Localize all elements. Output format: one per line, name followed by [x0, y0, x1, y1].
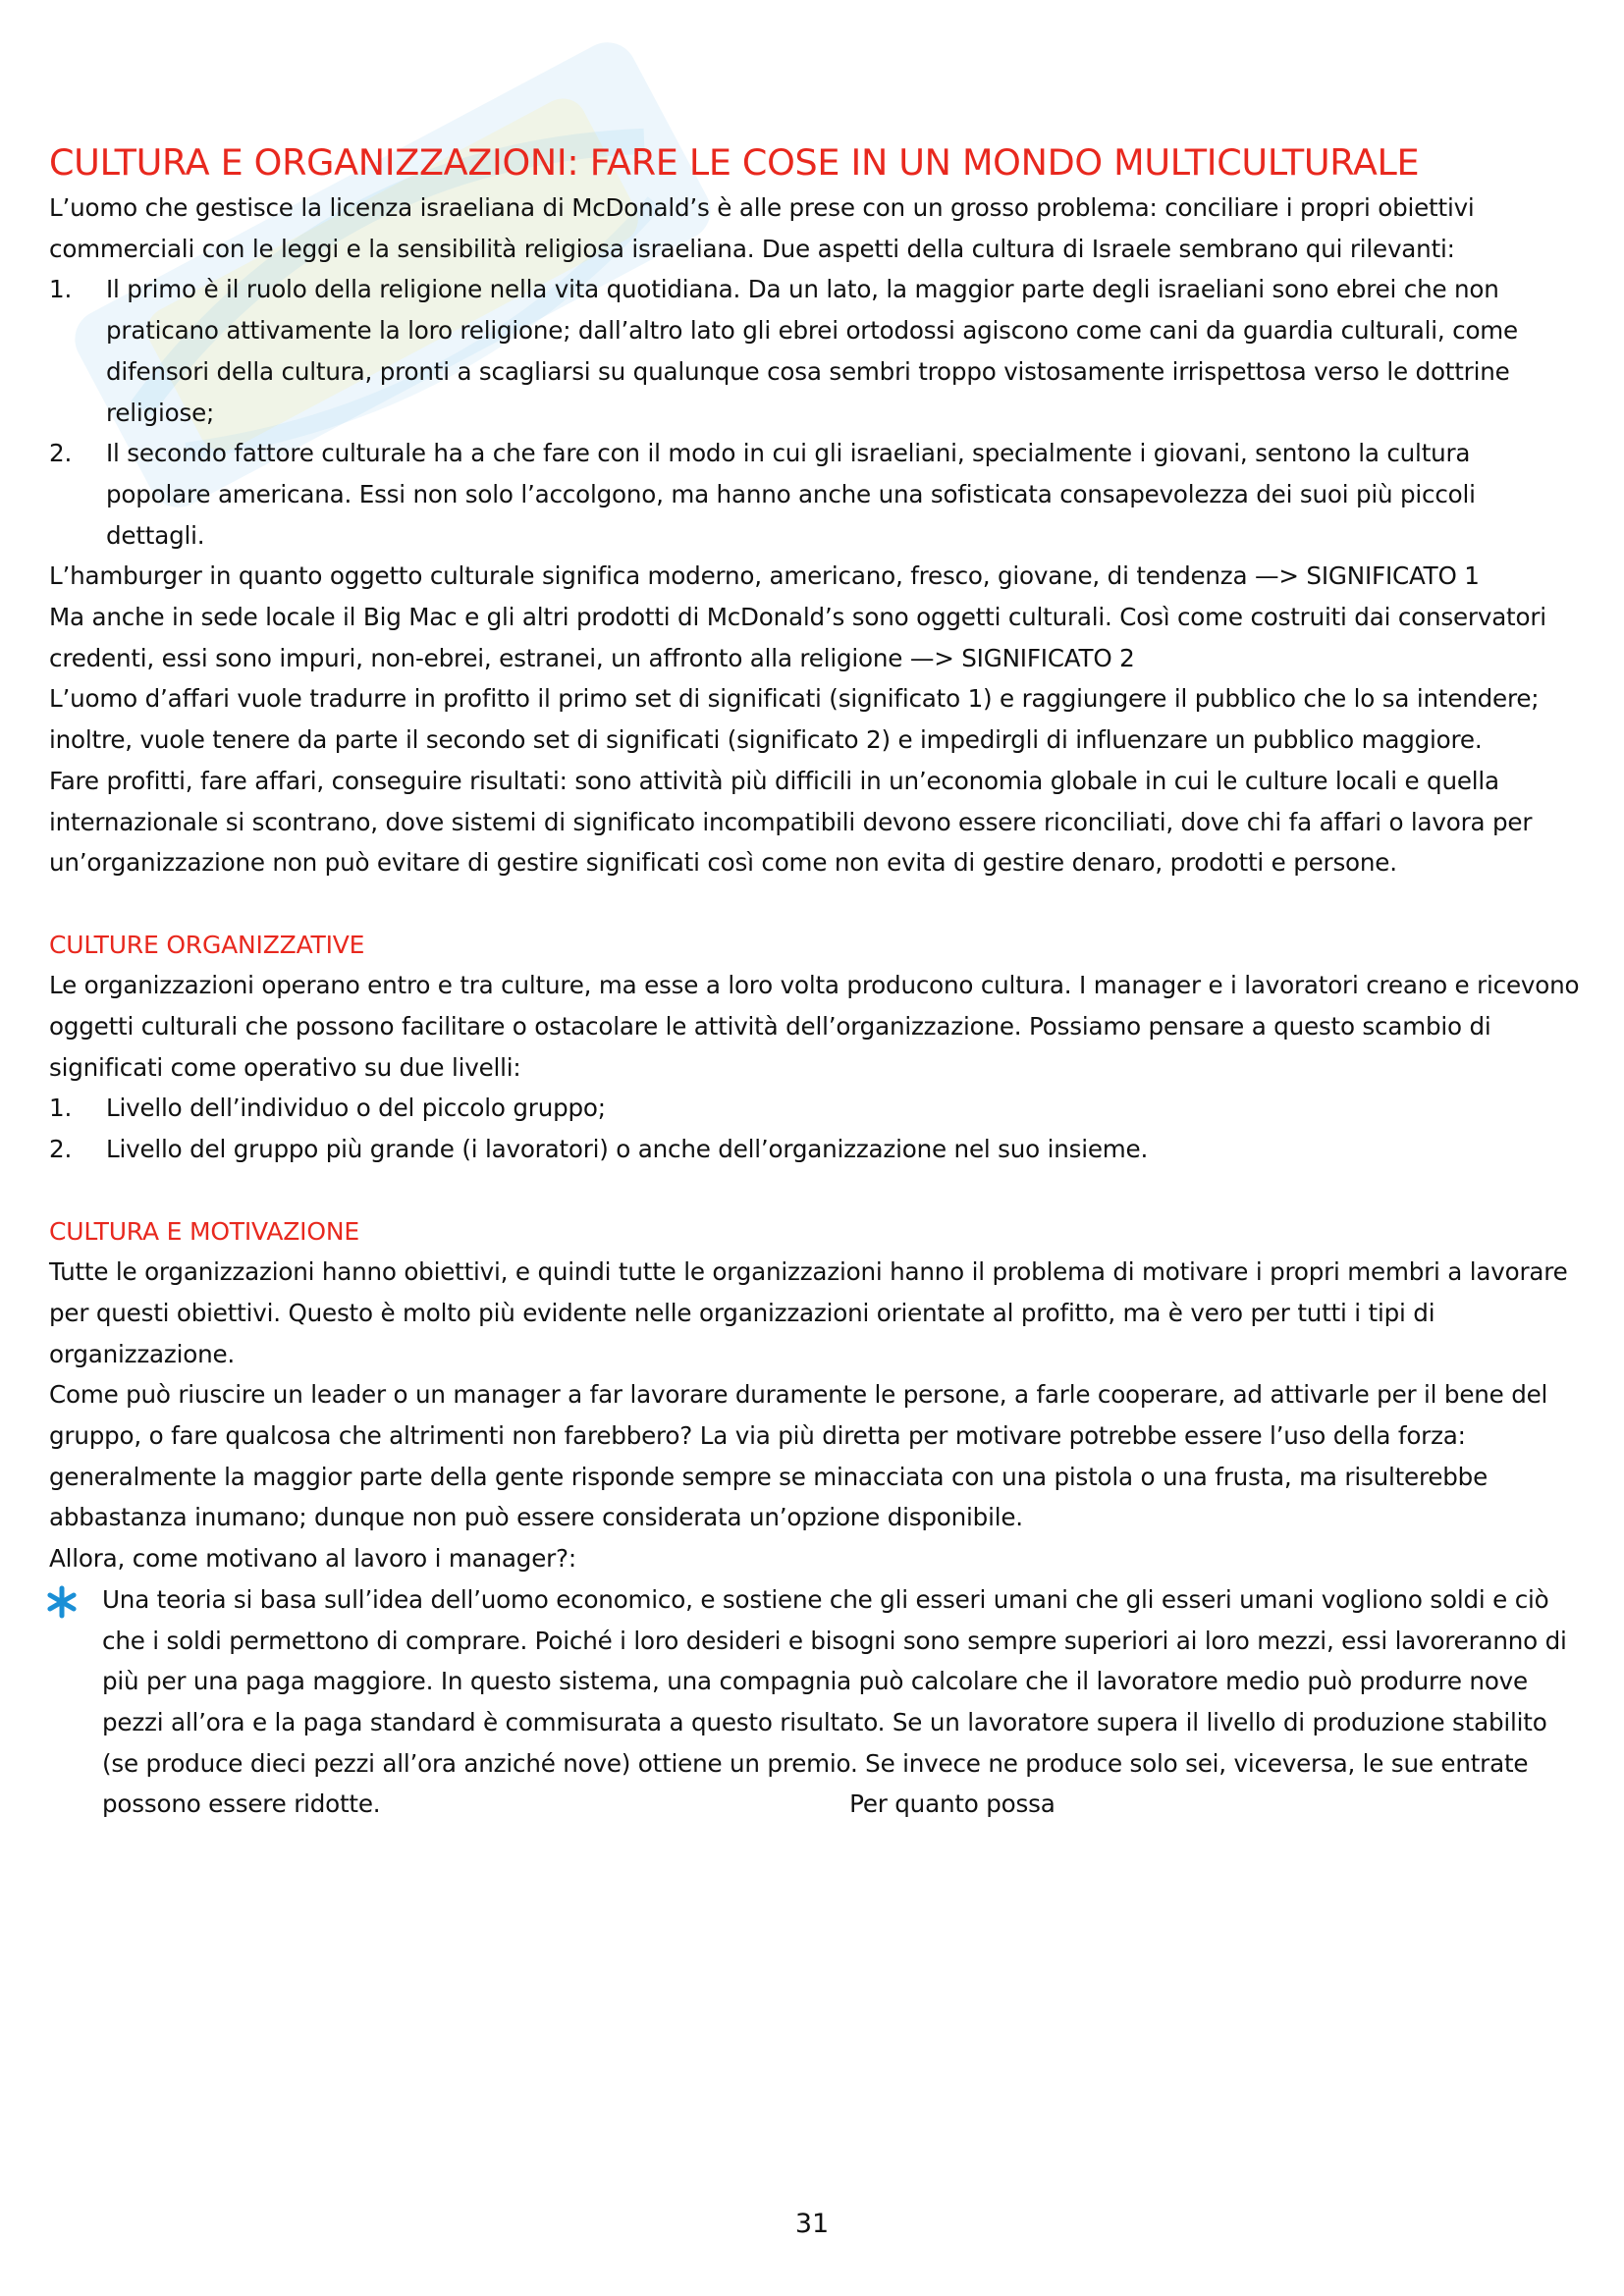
continuation-label: Per quanto possa: [849, 1789, 1056, 1819]
continuation-text: [849, 1784, 1056, 1825]
paragraph: L’hamburger in quanto oggetto culturale significa moderno, americano, fresco, giovane, di tendenza —> SIGNIFICATO 1: [49, 561, 1480, 591]
paragraph: Ma anche in sede locale il Big Mac e gli altri prodotti di McDonald’s sono oggetti culturali. Così come costruiti dai conservatori credenti, essi sono impuri, non-ebrei, estranei, un affronto alla religione —> SIGNIFICATO 2: [49, 603, 1546, 672]
bullet-text: [102, 1579, 1581, 1825]
list-item: [49, 1088, 1581, 1129]
paragraph: Allora, come motivano al lavoro i manager?:: [49, 1544, 576, 1574]
list-text: Livello dell’individuo o del piccolo gruppo;: [106, 1094, 606, 1123]
list-number: 2.: [49, 1135, 73, 1164]
intro-list: [49, 269, 1581, 556]
section-heading-cultura-motivazione: CULTURA E MOTIVAZIONE: [49, 1216, 359, 1246]
paragraph: Fare profitti, fare affari, conseguire risultati: sono attività più difficili in un’economia globale in cui le culture locali e quella internazionale si scontrano, dove sistemi di significato incompatibili devono essere riconciliati, dove chi fa affari o lavora per un’organizzazione non può evitare di gestire significati così come non evita di gestire denaro, prodotti e persone.: [49, 766, 1533, 878]
section-heading-culture-organizzative: CULTURE ORGANIZZATIVE: [49, 930, 365, 959]
levels-list: [49, 1088, 1581, 1169]
list-text: Il primo è il ruolo della religione nella vita quotidiana. Da un lato, la maggior parte degli israeliani sono ebrei che non praticano attivamente la loro religione; dall’altro lato gli ebrei ortodossi agiscono come cani da guardia culturali, come difensori della cultura, pronti a scagliarsi su qualunque cosa sembri troppo vistosamente irrispettosa verso le dottrine religiose;: [106, 275, 1518, 427]
list-item: [49, 433, 1581, 556]
paragraph: Tutte le organizzazioni hanno obiettivi, e quindi tutte le organizzazioni hanno il problema di motivare i propri membri a lavorare per questi obiettivi. Questo è molto più evidente nelle organizzazioni orientate al profitto, ma è vero per tutti i tipi di organizzazione.: [49, 1257, 1568, 1368]
bullet-body: Una teoria si basa sull’idea dell’uomo economico, e sostiene che gli esseri umani che gli esseri umani vogliono soldi e ciò che i soldi permettono di comprare. Poiché i loro desideri e bisogni sono sempre superiori ai loro mezzi, essi lavoreranno di più per una paga maggiore. In questo sistema, una compagnia può calcolare che il lavoratore medio può produrre nove pezzi all’ora e la paga standard è commisurata a questo risultato. Se un lavoratore supera il livello di produzione stabilito (se produce dieci pezzi all’ora anziché nove) ottiene un premio. Se invece ne produce solo sei, viceversa, le sue entrate possono essere ridotte.: [102, 1584, 1567, 1819]
asterisk-icon: [49, 1579, 102, 1825]
spacer: [49, 883, 1581, 925]
document-title: CULTURA E ORGANIZZAZIONI: FARE LE COSE IN UN MONDO MULTICULTURALE: [49, 141, 1420, 184]
paragraph: Come può riuscire un leader o un manager a far lavorare duramente le persone, a farle cooperare, ad attivarle per il bene del gruppo, o fare qualcosa che altrimenti non farebbero? La via più diretta per motivare potrebbe essere l’uso della forza: generalmente la maggior parte della gente risponde sempre se minacciata con una pistola o una frusta, ma risulterebbe abbastanza inumano; dunque non può essere considerata un’opzione disponibile.: [49, 1380, 1548, 1532]
list-text: Livello del gruppo più grande (i lavoratori) o anche dell’organizzazione nel suo insieme.: [106, 1135, 1149, 1164]
intro-paragraph: L’uomo che gestisce la licenza israeliana di McDonald’s è alle prese con un grosso problema: conciliare i propri obiettivi commerciali con le leggi e la sensibilità religiosa israeliana. Due aspetti della cultura di Israele sembrano qui rilevanti:: [49, 193, 1475, 263]
list-item: [49, 1129, 1581, 1170]
spacer: [49, 1170, 1581, 1211]
list-item: [49, 269, 1581, 433]
document-page: [49, 137, 1581, 1825]
list-number: 1.: [49, 275, 73, 304]
list-text: Il secondo fattore culturale ha a che fare con il modo in cui gli israeliani, specialmente i giovani, sentono la cultura popolare americana. Essi non solo l’accolgono, ma hanno anche una sofisticata consapevolezza dei suoi più piccoli dettagli.: [106, 439, 1476, 550]
paragraph: Le organizzazioni operano entro e tra culture, ma esse a loro volta producono cultura. I manager e i lavoratori creano e ricevono oggetti culturali che possono facilitare o ostacolare le attività dell’organizzazione. Possiamo pensare a questo scambio di significati come operativo su due livelli:: [49, 971, 1580, 1082]
list-number: 1.: [49, 1094, 73, 1123]
list-number: 2.: [49, 439, 73, 468]
bullet-item: [49, 1579, 1581, 1825]
paragraph: L’uomo d’affari vuole tradurre in profitto il primo set di significati (significato 1) e raggiungere il pubblico che lo sa intendere; inoltre, vuole tenere da parte il secondo set di significati (significato 2) e impedirgli di influenzare un pubblico maggiore.: [49, 684, 1540, 755]
page-number: 31: [794, 2209, 830, 2239]
